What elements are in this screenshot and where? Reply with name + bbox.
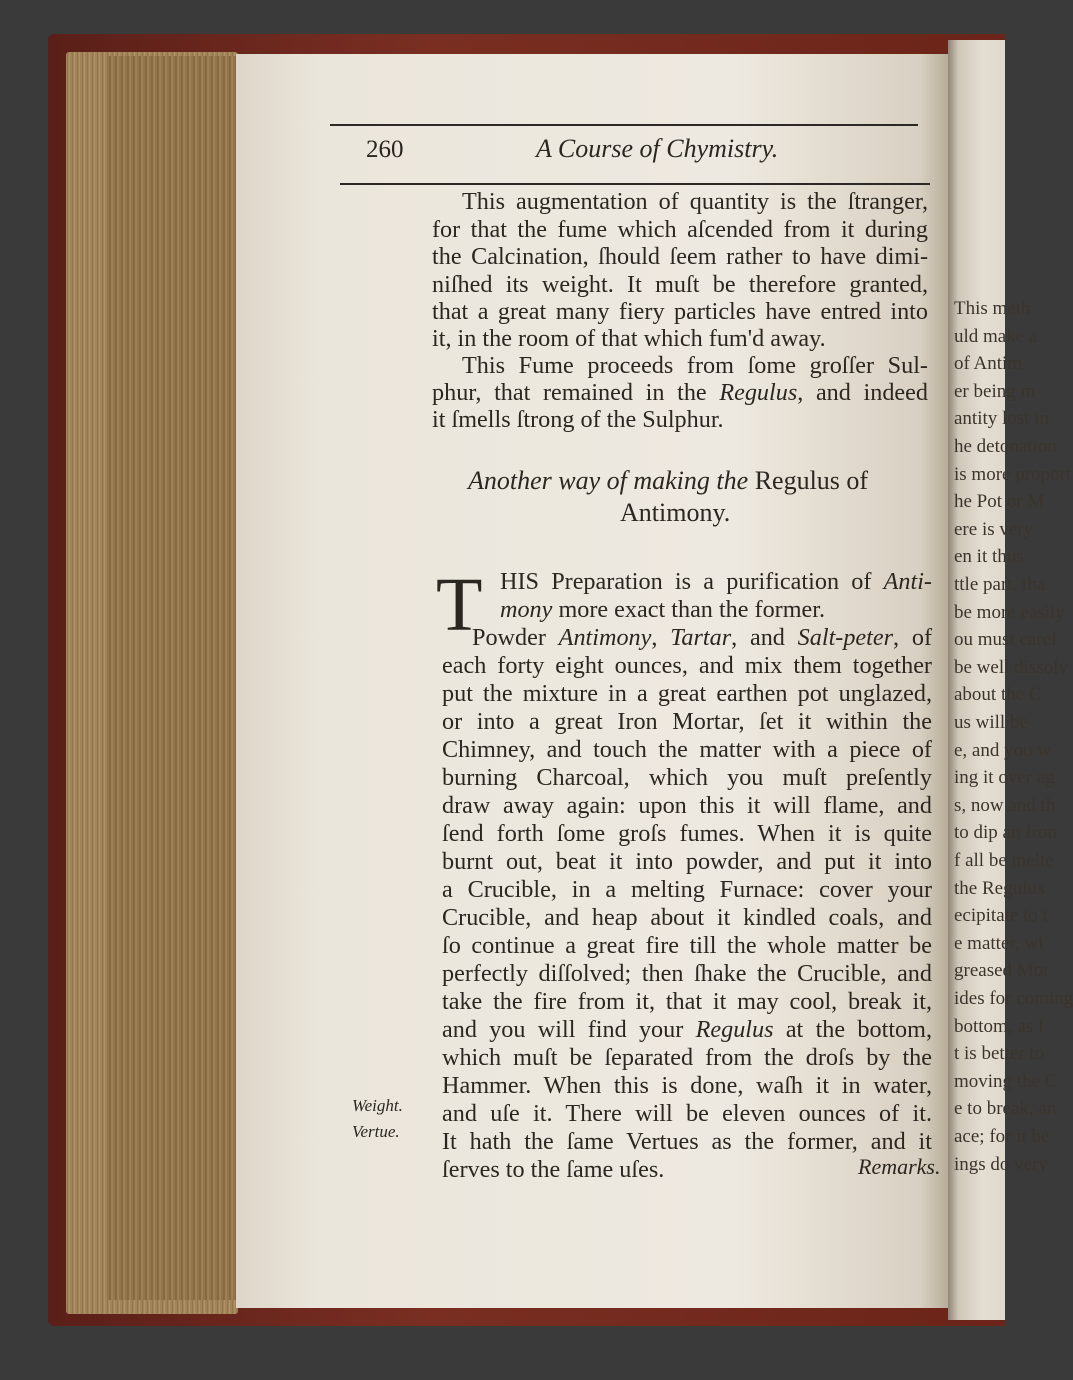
text-line: which muſt be ſeparated from the droſs by the (442, 1044, 932, 1071)
next-page-line: greased Mor (954, 960, 1050, 982)
next-page-line: moving the C (954, 1070, 1058, 1092)
next-page-line: antity lost in (954, 408, 1049, 430)
text-line: each forty eight ounces, and mix them together (442, 652, 932, 679)
header-rule-bottom (340, 183, 930, 185)
next-page-line: t is better to (954, 1043, 1045, 1065)
next-page-line: ace; for it be (954, 1126, 1050, 1147)
text-line: or into a great Iron Mortar, ſet it within the (442, 708, 932, 735)
drop-cap: T (436, 563, 483, 647)
next-page-line: the Regulus (954, 877, 1045, 899)
text-line: it, in the room of that which fum'd away. (432, 325, 826, 352)
next-page-line: be well dissolv (954, 656, 1068, 678)
text-line: burnt out, beat it into powder, and put it into (442, 848, 932, 875)
section-heading-line2: Antimony. (620, 498, 731, 527)
next-page-line: he Pot or M (954, 491, 1045, 513)
next-page-line: ou must caref (954, 629, 1058, 651)
text-line: mony more exact than the former. (500, 596, 826, 623)
next-page-line: e, and you w (954, 739, 1052, 761)
next-page-line: ere is very (954, 518, 1034, 540)
text-line: This Fume proceeds from ſome groſſer Sul- (462, 352, 928, 379)
next-page-line: he detonation (954, 436, 1057, 457)
text-line: and you will find your Regulus at the bottom, (442, 1016, 932, 1043)
text-line: ſo continue a great fire till the whole matter be (442, 932, 932, 959)
next-page-line: en it thus (954, 546, 1024, 568)
next-page-line: e matter, wi (954, 932, 1044, 954)
margin-note-weight: Weight. (352, 1096, 403, 1115)
text-line: draw away again: upon this it will flame, and (442, 792, 932, 819)
text-line: the Calcination, ſhould ſeem rather to have dimi- (432, 243, 928, 270)
text-line: for that the fume which aſcended from it during (432, 216, 928, 243)
next-page-line: ing it over ag (954, 767, 1055, 789)
text-line: a Crucible, in a melting Furnace: cover your (442, 876, 932, 903)
text-line: It hath the ſame Vertues as the former, and it (442, 1128, 932, 1155)
text-line: phur, that remained in the Regulus, and indeed (432, 379, 929, 406)
next-page-line: bottom, as I (954, 1015, 1045, 1037)
margin-note-vertue: Vertue. (352, 1122, 400, 1141)
running-title: A Course of Chymistry. (536, 134, 779, 163)
text-line: ſend forth ſome groſs fumes. When it is quite (442, 820, 932, 847)
page-edges-inner (108, 56, 238, 1300)
next-page-line: e to break, an (954, 1098, 1057, 1120)
text-line: This augmentation of quantity is the ſtranger, (462, 188, 928, 215)
text-line: burning Charcoal, which you muſt preſently (442, 764, 932, 791)
text-line: ſerves to the ſame uſes. (442, 1156, 665, 1183)
text-line: that a great many fiery particles have entred into (432, 298, 928, 325)
text-line: put the mixture in a great earthen pot unglazed, (442, 680, 932, 707)
section-heading: Another way of making the Regulus of (468, 466, 869, 495)
next-page-line: ides for coming (954, 988, 1073, 1009)
catchword: Remarks. (858, 1154, 941, 1179)
text-line: take the fire from it, that it may cool, break it, (442, 988, 932, 1015)
text-line: it ſmells ſtrong of the Sulphur. (432, 406, 724, 433)
next-page-line: s, now and th (954, 794, 1056, 816)
next-page-line: er being m (954, 380, 1036, 402)
text-line: HIS Preparation is a purification of Anti- (500, 568, 932, 595)
text-line: Crucible, and heap about it kindled coals, and (442, 904, 932, 931)
text-line: Powder Antimony, Tartar, and Salt-peter, of (472, 624, 933, 651)
text-line: and uſe it. There will be eleven ounces of it. (442, 1100, 932, 1127)
next-page-line: ings do very (954, 1153, 1048, 1175)
next-page-line: us will be (954, 712, 1028, 733)
next-page-line: f all be melte (954, 850, 1054, 871)
text-line: niſhed its weight. It muſt be therefore granted, (432, 271, 928, 298)
next-page-line: ttle part, tha (954, 574, 1046, 595)
next-page-line: be more easily (954, 601, 1065, 623)
right-page-fragment (948, 40, 1073, 1320)
next-page-line: is more proport (954, 463, 1072, 485)
text-line: Hammer. When this is done, waſh it in water, (442, 1072, 932, 1099)
next-page-line: uld make a (954, 325, 1038, 347)
text-line: perfectly diſſolved; then ſhake the Crucible, and (442, 960, 932, 987)
header-rule-top (330, 124, 918, 126)
next-page-line: ecipitate to t (954, 905, 1048, 927)
next-page-line: of Antim (954, 353, 1023, 375)
next-page-line: to dip an Iron (954, 822, 1057, 844)
next-page-line: about the C (954, 684, 1042, 706)
next-page-line: This meth (954, 298, 1031, 319)
page-number: 260 (366, 136, 404, 163)
text-line: Chimney, and touch the matter with a piece of (442, 736, 932, 763)
